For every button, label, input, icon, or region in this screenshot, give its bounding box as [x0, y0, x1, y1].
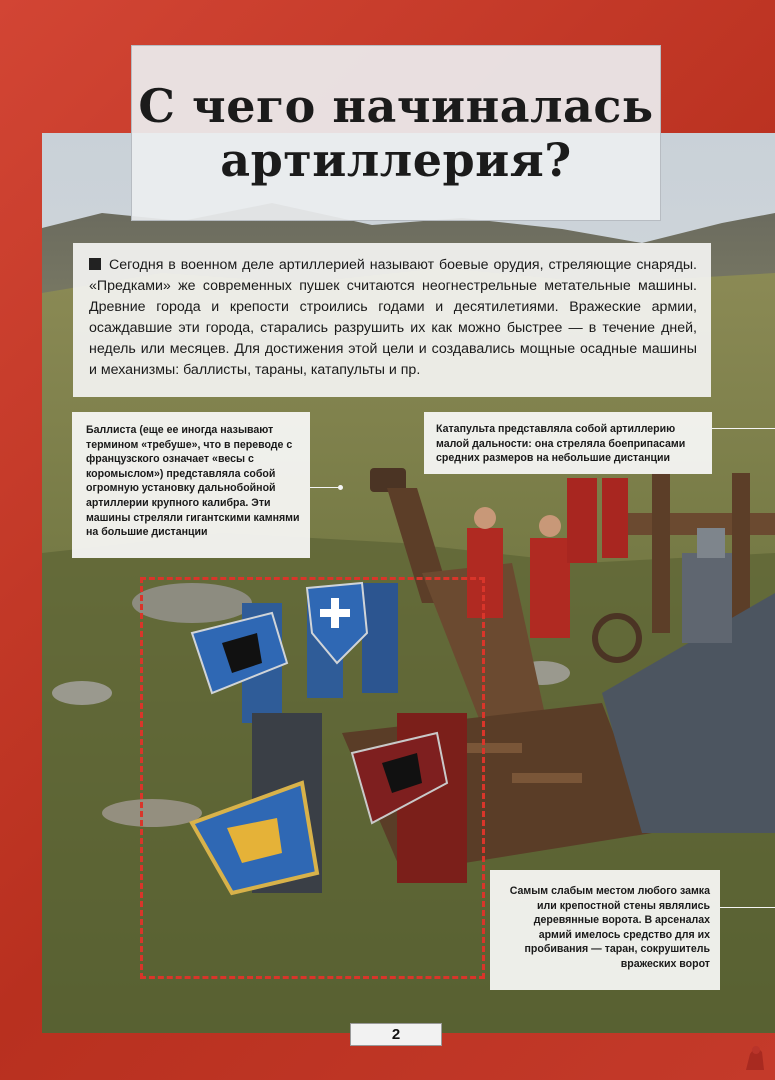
ram-caption	[490, 870, 720, 990]
catapult-caption-text: Катапульта представляла собой артиллерию малой дальности: она стреляла боеприпасами средних размеров на небольшие дистанции	[436, 423, 686, 465]
ballista-connector-line	[310, 487, 340, 488]
title-line-1: С чего начиналась	[138, 79, 654, 133]
dashed-highlight-frame	[140, 577, 485, 979]
ram-connector-line	[720, 907, 775, 908]
ram-caption-text: Самым слабым местом любого замка или крепостной стены являлись деревянные ворота. В арсеналах армий имелось средство для их пробивания — таран, сокрушитель вражеских ворот	[509, 885, 710, 970]
bullet-square-icon	[89, 258, 101, 270]
page-number: 2	[350, 1023, 442, 1046]
intro-text: Сегодня в военном деле артиллерией называют боевые орудия, стреляющие снаряды. «Предками» же современных пушек считаются неогнестрельные метательные машины. Древние города и крепости строились годами и десятилетиями. Вражеские армии, осаждавшие эти города, старались разрушить их как можно быстрее — в течение дней, недель или месяцев. Для достижения этой цели и создавались мощные осадные машины и механизмы: баллисты, тараны, катапульты и пр.	[89, 257, 697, 378]
title-panel	[131, 45, 661, 221]
ballista-caption	[72, 412, 310, 558]
page-title	[138, 79, 653, 187]
catapult-connector-line	[712, 428, 775, 429]
knight-seal-icon	[740, 1040, 770, 1074]
intro-paragraph-panel	[73, 243, 711, 397]
ballista-connector-dot	[338, 485, 343, 490]
ballista-caption-text: Баллиста (еще ее иногда называют термином «требуше», что в переводе с французского означает «весы с коромыслом») представляла собой огромную установку дальнобойной артиллерии крупного калибра. Эти машины стреляли гигантскими камнями на большие дистанции	[86, 424, 300, 539]
title-line-2: артиллерия?	[220, 133, 572, 187]
catapult-caption	[424, 412, 712, 474]
